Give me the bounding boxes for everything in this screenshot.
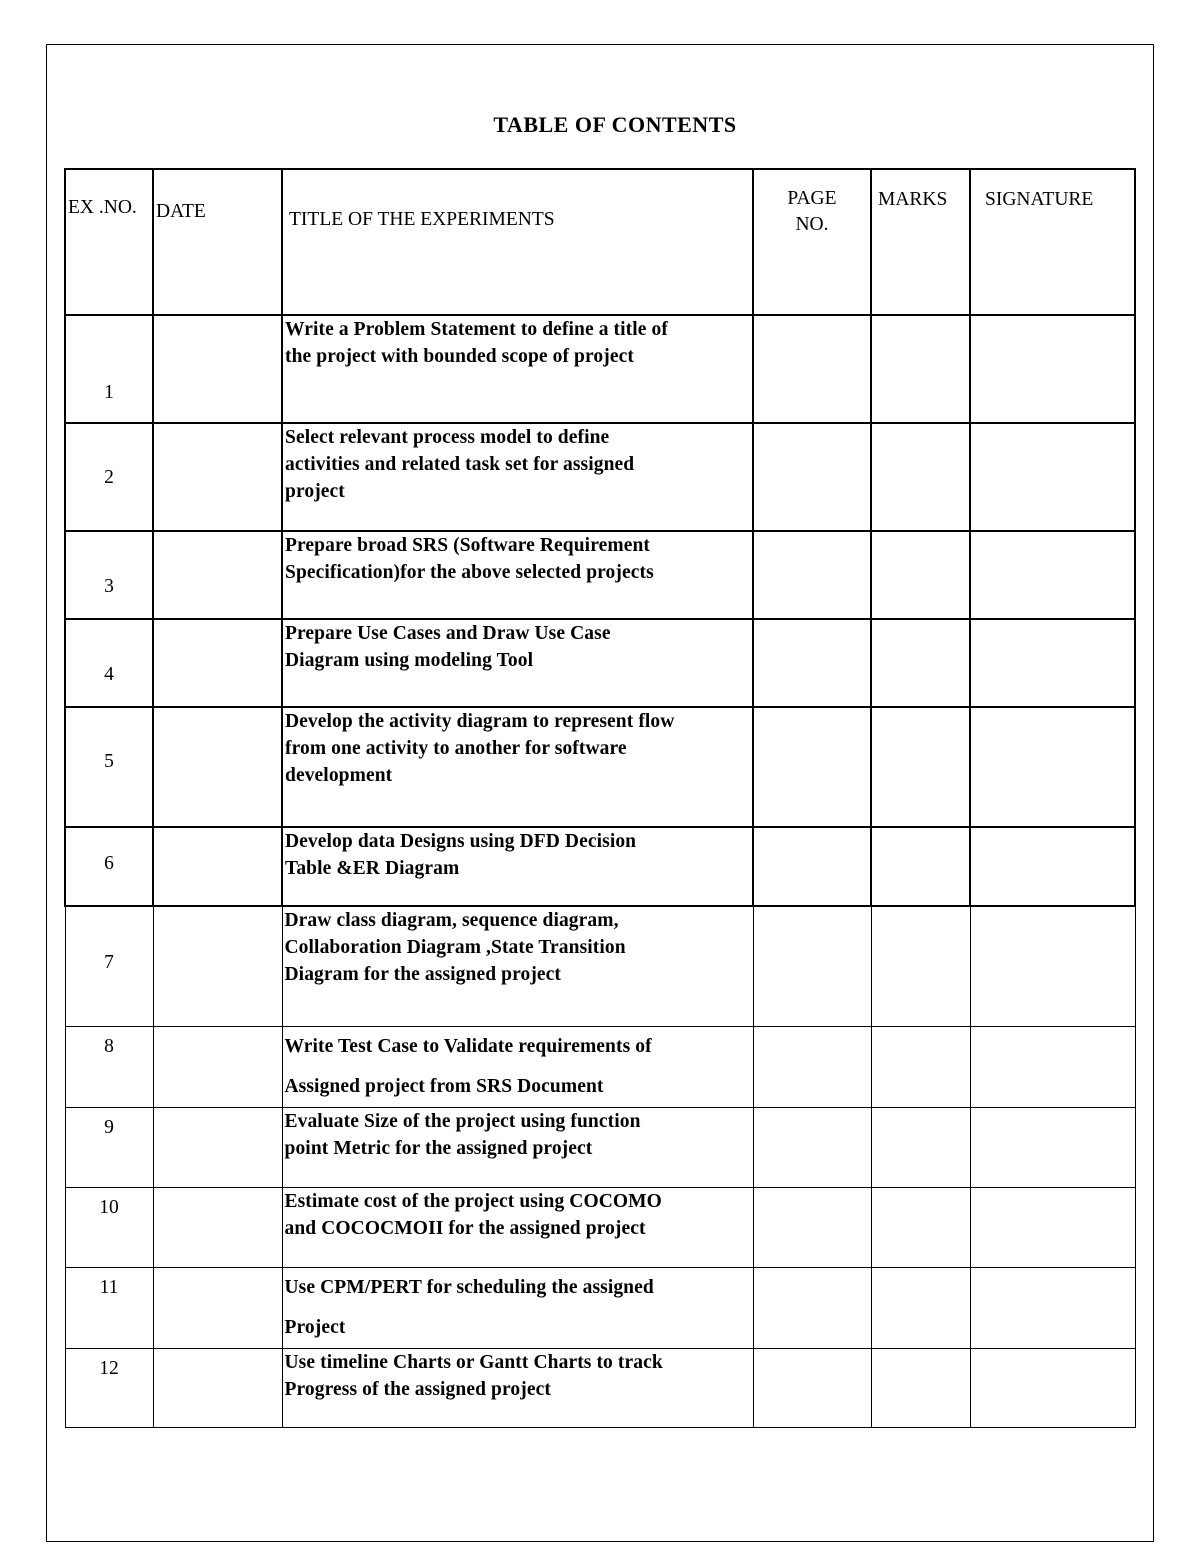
title-line: Assigned project from SRS Document <box>284 1075 604 1097</box>
title-line: development <box>285 765 393 786</box>
title-line: point Metric for the assigned project <box>284 1137 593 1159</box>
title-line: Prepare Use Cases and Draw Use Case <box>285 623 611 644</box>
header-date: DATE <box>153 169 282 315</box>
row-number: 5 <box>65 707 153 827</box>
experiment-title <box>282 619 753 707</box>
signature-cell <box>970 906 1135 1026</box>
row-number: 1 <box>65 315 153 423</box>
header-title: TITLE OF THE EXPERIMENTS <box>282 169 753 315</box>
table-of-contents <box>64 168 1136 1428</box>
date-cell <box>153 1187 282 1267</box>
page-no-cell <box>753 531 871 619</box>
page-no-cell <box>753 1348 871 1427</box>
row-number: 3 <box>65 531 153 619</box>
title-line: Select relevant process model to define <box>285 427 610 448</box>
table-row <box>65 423 1135 531</box>
marks-cell <box>871 1348 970 1427</box>
table-row <box>65 1026 1135 1107</box>
page-no-cell <box>753 906 871 1026</box>
title-line: Draw class diagram, sequence diagram, <box>284 910 619 931</box>
experiment-title <box>282 906 753 1026</box>
experiment-title <box>282 827 753 906</box>
page-no-cell <box>753 423 871 531</box>
title-line: activities and related task set for assigned <box>285 454 635 475</box>
date-cell <box>153 906 282 1026</box>
table-row <box>65 531 1135 619</box>
signature-cell <box>970 1267 1135 1348</box>
title-line: and COCOCMOII for the assigned project <box>284 1217 646 1239</box>
page-no-cell <box>753 619 871 707</box>
date-cell <box>153 827 282 906</box>
signature-cell <box>970 619 1135 707</box>
experiment-title <box>282 423 753 531</box>
title-line: the project with bounded scope of project <box>285 346 634 367</box>
title-line: Develop data Designs using DFD Decision <box>285 831 637 852</box>
experiment-title <box>282 707 753 827</box>
date-cell <box>153 1026 282 1107</box>
row-number: 4 <box>65 619 153 707</box>
title-line: Progress of the assigned project <box>284 1378 551 1400</box>
header-row <box>65 169 1135 315</box>
page-no-cell <box>753 1026 871 1107</box>
experiment-title <box>282 1187 753 1267</box>
date-cell <box>153 531 282 619</box>
table-row <box>65 707 1135 827</box>
title-line: Diagram using modeling Tool <box>285 650 534 671</box>
title-line: Write Test Case to Validate requirements of <box>284 1035 652 1057</box>
title-line: Collaboration Diagram ,State Transition <box>284 937 626 958</box>
experiment-title <box>282 1267 753 1348</box>
title-line: Table &ER Diagram <box>285 858 460 879</box>
date-cell <box>153 1107 282 1187</box>
marks-cell <box>871 707 970 827</box>
row-number: 11 <box>65 1267 153 1348</box>
page-no-cell <box>753 1187 871 1267</box>
signature-cell <box>970 1348 1135 1427</box>
experiment-title <box>282 315 753 423</box>
date-cell <box>153 1348 282 1427</box>
title-line: Diagram for the assigned project <box>284 964 562 985</box>
signature-cell <box>970 1107 1135 1187</box>
table-row <box>65 1187 1135 1267</box>
row-number: 12 <box>65 1348 153 1427</box>
experiment-title <box>282 531 753 619</box>
marks-cell <box>871 827 970 906</box>
title-line: Use CPM/PERT for scheduling the assigned <box>284 1276 654 1298</box>
marks-cell <box>871 1026 970 1107</box>
table-row <box>65 906 1135 1026</box>
table-row <box>65 1107 1135 1187</box>
header-signature: SIGNATURE <box>970 169 1135 315</box>
table-row <box>65 619 1135 707</box>
page-no-cell <box>753 315 871 423</box>
marks-cell <box>871 423 970 531</box>
header-ex-no: EX .NO. <box>65 169 153 315</box>
title-line: Prepare broad SRS (Software Requirement <box>285 535 650 556</box>
title-line: Project <box>284 1316 346 1338</box>
table-row <box>65 1348 1135 1427</box>
row-number: 10 <box>65 1187 153 1267</box>
marks-cell <box>871 1187 970 1267</box>
row-number: 7 <box>65 906 153 1026</box>
table-row <box>65 827 1135 906</box>
experiment-title <box>282 1107 753 1187</box>
table-row <box>65 1267 1135 1348</box>
page-no-cell <box>753 707 871 827</box>
title-line: project <box>285 481 345 502</box>
marks-cell <box>871 619 970 707</box>
header-page-no-line1: PAGE <box>787 188 837 209</box>
date-cell <box>153 707 282 827</box>
experiment-title <box>282 1026 753 1107</box>
marks-cell <box>871 1107 970 1187</box>
title-line: Estimate cost of the project using COCOMO <box>284 1190 662 1212</box>
title-line: Use timeline Charts or Gantt Charts to track <box>284 1351 663 1373</box>
title-line: from one activity to another for software <box>285 738 627 759</box>
signature-cell <box>970 1187 1135 1267</box>
header-page-no <box>753 169 871 315</box>
date-cell <box>153 423 282 531</box>
date-cell <box>153 1267 282 1348</box>
title-line: Develop the activity diagram to represent flow <box>285 711 675 732</box>
row-number: 2 <box>65 423 153 531</box>
title-line: Write a Problem Statement to define a title of <box>285 319 668 340</box>
page-no-cell <box>753 1107 871 1187</box>
date-cell <box>153 619 282 707</box>
header-page-no-line2: NO. <box>795 214 829 235</box>
page-no-cell <box>753 1267 871 1348</box>
signature-cell <box>970 423 1135 531</box>
marks-cell <box>871 531 970 619</box>
marks-cell <box>871 315 970 423</box>
date-cell <box>153 315 282 423</box>
page-no-cell <box>753 827 871 906</box>
marks-cell <box>871 1267 970 1348</box>
row-number: 9 <box>65 1107 153 1187</box>
signature-cell <box>970 1026 1135 1107</box>
signature-cell <box>970 707 1135 827</box>
title-line: Evaluate Size of the project using function <box>284 1110 641 1132</box>
row-number: 6 <box>65 827 153 906</box>
signature-cell <box>970 827 1135 906</box>
header-marks: MARKS <box>871 169 970 315</box>
signature-cell <box>970 531 1135 619</box>
experiment-title <box>282 1348 753 1427</box>
page-title: TABLE OF CONTENTS <box>493 112 737 137</box>
marks-cell <box>871 906 970 1026</box>
table-row <box>65 315 1135 423</box>
title-line: Specification)for the above selected projects <box>285 562 654 583</box>
row-number: 8 <box>65 1026 153 1107</box>
signature-cell <box>970 315 1135 423</box>
